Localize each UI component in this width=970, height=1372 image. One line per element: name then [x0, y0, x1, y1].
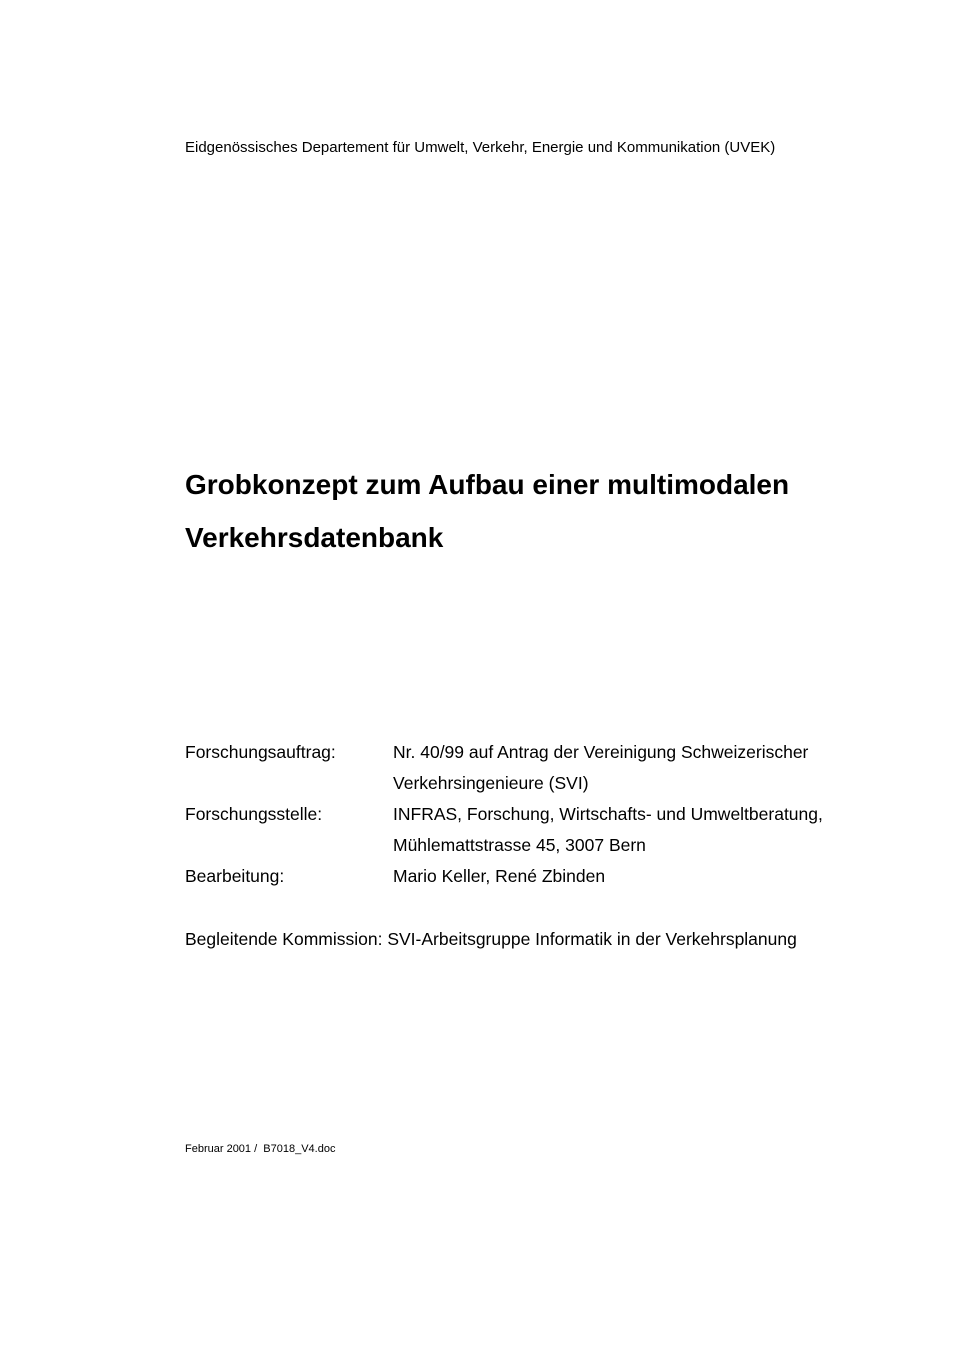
info-value — [393, 861, 605, 892]
title-line-1: Grobkonzept zum Aufbau einer multimodalen — [185, 469, 790, 500]
department-header: Eidgenössisches Departement für Umwelt, Verkehr, Energie und Kommunikation (UVEK) — [185, 139, 776, 156]
info-value-line: INFRAS, Forschung, Wirtschafts- und Umweltberatung, — [393, 804, 823, 824]
info-row-research-institute — [185, 799, 823, 861]
footer-date-filename: Februar 2001 / B7018_V4.doc — [185, 1143, 336, 1155]
info-label: Bearbeitung: — [185, 866, 285, 886]
info-value-line: Nr. 40/99 auf Antrag der Vereinigung Schweizerischer — [393, 742, 809, 762]
info-row-authors — [185, 861, 823, 892]
info-value — [393, 799, 823, 861]
project-info — [185, 737, 823, 892]
info-value — [393, 737, 808, 799]
info-value-line: Verkehrsingenieure (SVI) — [393, 773, 589, 793]
info-value-line: Mühlemattstrasse 45, 3007 Bern — [393, 835, 646, 855]
info-label: Forschungsstelle: — [185, 804, 323, 824]
info-value-line: Mario Keller, René Zbinden — [393, 866, 606, 886]
info-label: Forschungsauftrag: — [185, 742, 336, 762]
document-title — [185, 458, 885, 564]
info-row-research-assignment — [185, 737, 823, 799]
title-line-2: Verkehrsdatenbank — [185, 522, 444, 553]
accompanying-commission: Begleitende Kommission: SVI-Arbeitsgruppe Informatik in der Verkehrsplanung — [185, 929, 797, 949]
